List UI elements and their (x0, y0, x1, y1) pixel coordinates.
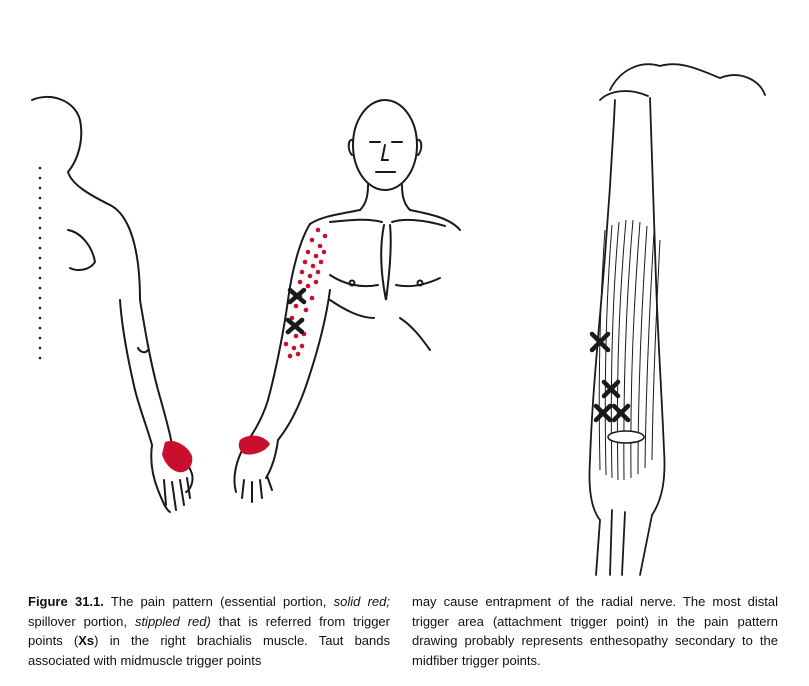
caption-bold-text: Xs (78, 633, 95, 648)
caption-text: The pain pattern (essential portion, (103, 594, 334, 609)
caption-italic-text: stippled red) (134, 613, 211, 629)
caption-text: ) in the right brachialis muscle. Taut bands associated with midmuscle trigger points (28, 633, 390, 668)
caption-italic-text: solid red; (333, 594, 390, 609)
brachialis-anatomy-drawing (589, 64, 765, 575)
anatomy-trigger-points (592, 334, 628, 420)
caption-text: that is referred from trigger points ( (28, 613, 390, 648)
spine-dots (39, 167, 42, 360)
anterior-hand-pain-area (239, 436, 270, 455)
posterior-hand-pain-area (162, 441, 192, 472)
figure-caption-column-1 (28, 592, 390, 670)
figure-label: Figure 31.1. (28, 594, 104, 609)
caption-text: spillover portion, (28, 613, 135, 629)
brachialis-tendon (608, 431, 644, 443)
anterior-body-drawing (234, 100, 460, 502)
figure-caption-column-2: may cause entrapment of the radial nerve. The most distal trigger area (attachment trigger point) in the pain pattern drawing probably represents enthesopathy secondary to the midfiber trigger points. (412, 594, 778, 668)
